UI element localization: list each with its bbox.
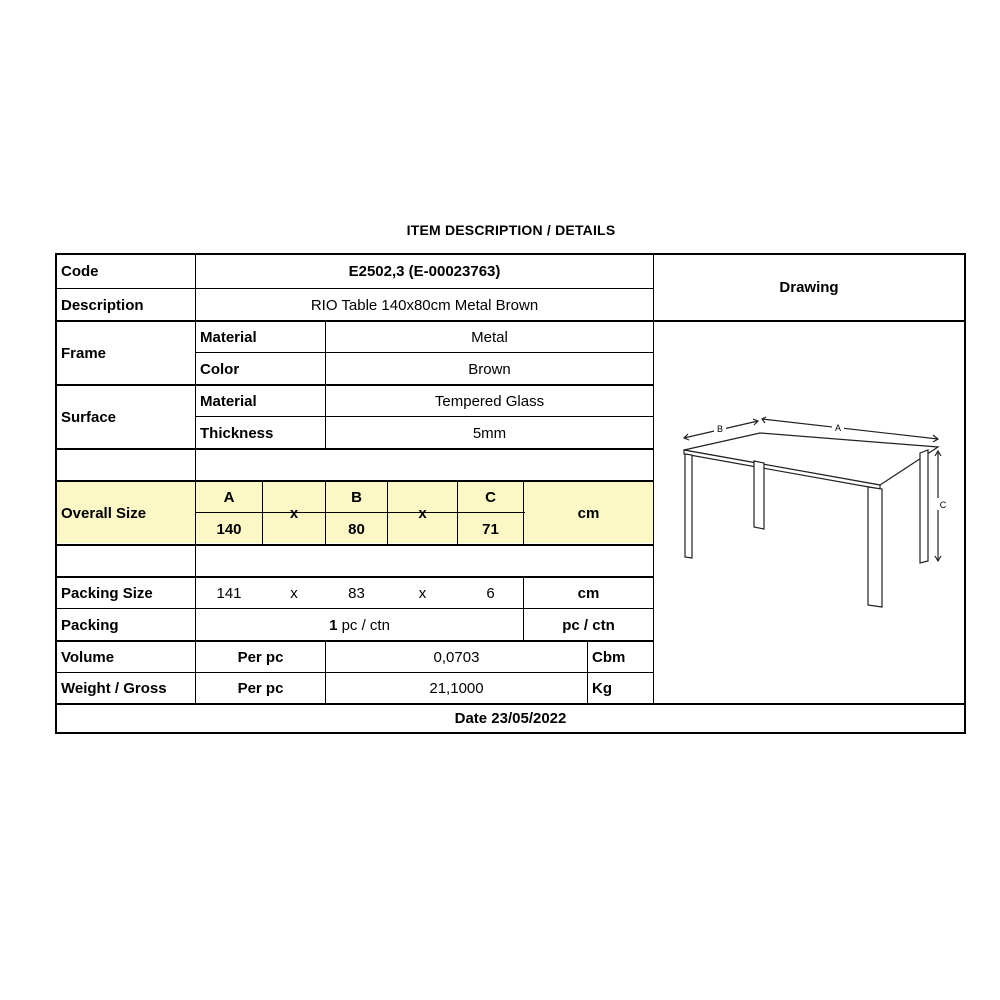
volume-label: Volume	[61, 648, 115, 666]
frame-label: Frame	[61, 344, 107, 362]
overall-size-label: Overall Size	[61, 505, 147, 522]
size-c-value: 71	[482, 520, 499, 538]
packing-label: Packing	[61, 616, 119, 634]
weight-value: 21,1000	[429, 680, 484, 697]
page-title: ITEM DESCRIPTION / DETAILS	[406, 222, 616, 238]
dim-a-label: A	[834, 423, 842, 433]
description-label: Description	[61, 296, 144, 314]
weight-label: Weight / Gross	[61, 680, 167, 697]
frame-color-label: Color	[200, 360, 240, 378]
packing-times-2: x	[418, 584, 427, 602]
size-b-value: 80	[348, 520, 365, 538]
packing-value	[196, 609, 523, 641]
size-a-label: A	[223, 489, 235, 506]
date-footer: Date 23/05/2022	[454, 710, 567, 727]
description-value: RIO Table 140x80cm Metal Brown	[310, 296, 539, 314]
code-value: E2502,3 (E-00023763)	[348, 263, 501, 280]
code-label: Code	[61, 263, 99, 280]
volume-basis: Per pc	[237, 648, 284, 666]
surface-material-label: Material	[200, 392, 257, 410]
volume-value: 0,0703	[433, 648, 480, 666]
table-drawing-image	[668, 403, 968, 613]
packing-size-v3: 6	[486, 584, 495, 602]
surface-label: Surface	[61, 408, 117, 426]
packing-unit: pc / ctn	[562, 616, 615, 634]
frame-color-value: Brown	[468, 360, 511, 378]
packing-times-1: x	[290, 584, 298, 602]
volume-unit: Cbm	[592, 648, 626, 666]
packing-size-unit: cm	[577, 584, 600, 602]
size-times-1: x	[289, 505, 299, 522]
drawing-header: Drawing	[779, 279, 839, 296]
packing-size-v2: 83	[348, 584, 365, 602]
size-c-label: C	[485, 489, 496, 506]
dim-b-label: B	[716, 424, 724, 434]
surface-material-value: Tempered Glass	[434, 392, 545, 410]
dim-c-label: C	[939, 500, 947, 510]
size-a-value: 140	[216, 520, 242, 538]
surface-thickness-value: 5mm	[472, 424, 507, 442]
frame-material-label: Material	[200, 328, 257, 346]
packing-size-v1: 141	[216, 584, 242, 602]
weight-basis: Per pc	[237, 680, 284, 697]
packing-size-label: Packing Size	[61, 584, 153, 602]
packing-value-number: 1	[329, 616, 338, 634]
surface-thickness-label: Thickness	[200, 424, 274, 442]
size-times-2: x	[418, 505, 427, 522]
size-b-label: B	[351, 489, 362, 506]
weight-unit: Kg	[592, 680, 612, 697]
packing-value-unit: pc / ctn	[341, 616, 390, 634]
size-unit: cm	[577, 505, 600, 522]
frame-material-value: Metal	[471, 328, 508, 346]
